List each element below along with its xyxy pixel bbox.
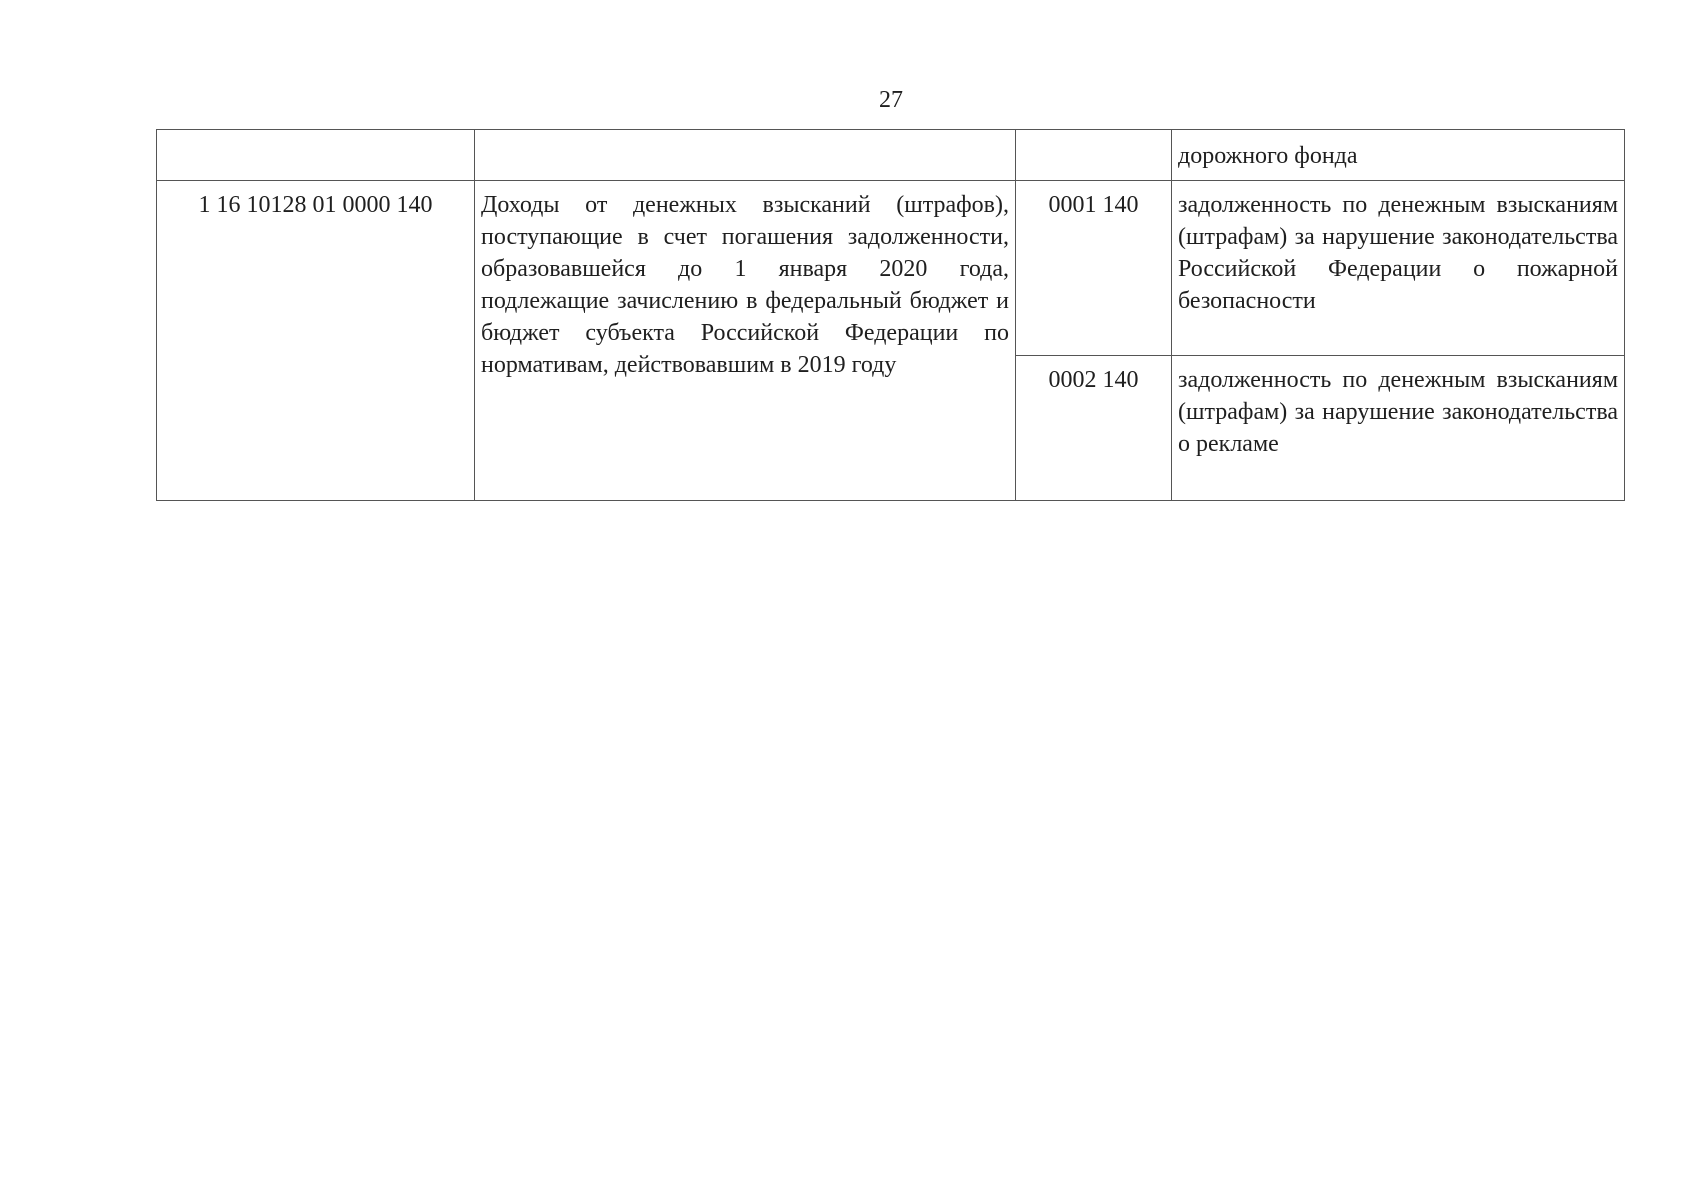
continuation-subcode-cell: [1016, 130, 1172, 181]
subitem-code-cell: 0002 140: [1016, 356, 1172, 501]
continuation-subdescription-cell: дорожного фонда: [1172, 130, 1625, 181]
continuation-description-cell: [475, 130, 1016, 181]
revenue-description-cell: Доходы от денежных взысканий (штрафов), поступающие в счет погашения задолженности, образовавшейся до 1 января 2020 года, подлежащие зачислению в федеральный бюджет и бюджет субъекта Российской Федерации по нормативам, действовавшим в 2019 году: [475, 181, 1016, 501]
subitem-description-cell: задолженность по денежным взысканиям (штрафам) за нарушение законодательства о рекламе: [1172, 356, 1625, 501]
budget-classification-table: [156, 129, 1625, 501]
page-number: 27: [879, 87, 903, 113]
continuation-code-cell: [157, 130, 475, 181]
subitem-description-cell: задолженность по денежным взысканиям (штрафам) за нарушение законодательства Российской Федерации о пожарной безопасности: [1172, 181, 1625, 356]
table-row-continuation: [157, 130, 1625, 181]
table-row: [157, 181, 1625, 356]
subitem-code-cell: 0001 140: [1016, 181, 1172, 356]
revenue-code-cell: 1 16 10128 01 0000 140: [157, 181, 475, 501]
